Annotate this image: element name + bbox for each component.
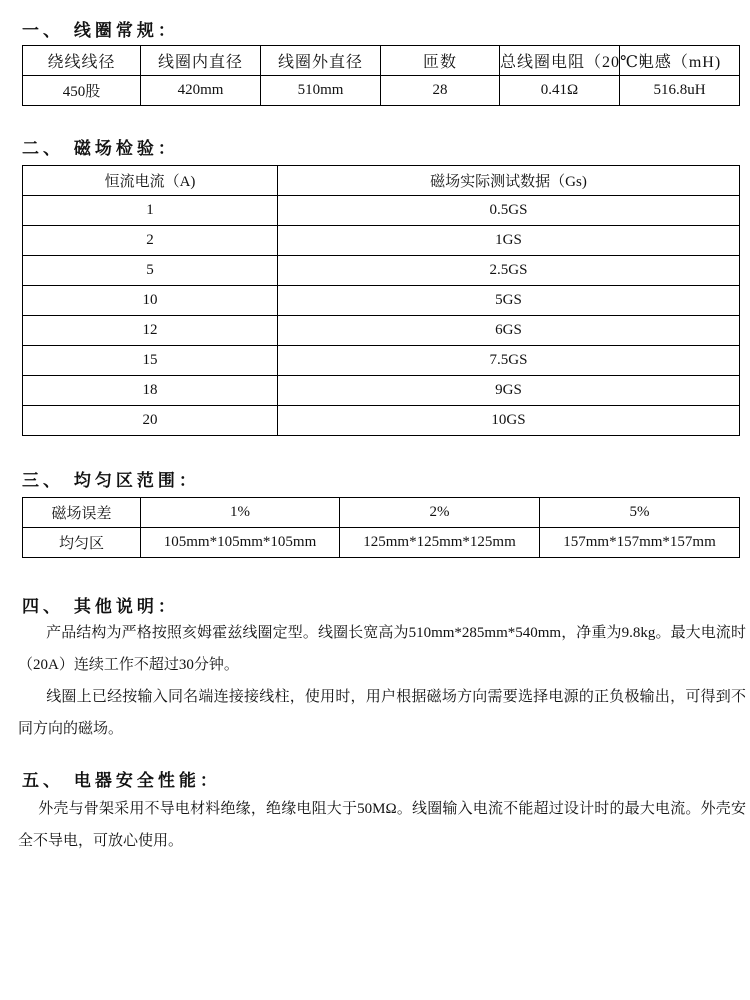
header-cell: 绕线线径: [23, 46, 141, 76]
paragraph-text: 产品结构为严格按照亥姆霍兹线圈定型。线圈长宽高为510mm*285mm*540mm，净重为9.8kg。最大电流时（20A）连续工作不超过30分钟。: [18, 625, 746, 673]
table-cell: 1GS: [278, 226, 740, 256]
table-cell: 510mm: [261, 76, 381, 106]
header-cell: 恒流电流（A): [23, 166, 278, 196]
table-header-row: [23, 498, 740, 528]
table-cell: 15: [23, 346, 278, 376]
table-row: [23, 376, 740, 406]
table-row: [23, 256, 740, 286]
table-cell: 7.5GS: [278, 346, 740, 376]
table-cell: 5GS: [278, 286, 740, 316]
table-cell: 12: [23, 316, 278, 346]
section-1-heading: 一、 线圈常规：: [22, 21, 179, 41]
header-cell: 2%: [340, 498, 540, 528]
section-4-paragraph-1: [18, 617, 746, 681]
table-cell: 28: [381, 76, 500, 106]
table-cell: 0.5GS: [278, 196, 740, 226]
paragraph-text: 外壳与骨架采用不导电材料绝缘，绝缘电阻大于50MΩ。线圈输入电流不能超过设计时的最大电流。外壳安全不导电，可放心使用。: [18, 801, 746, 849]
table-cell: 20: [23, 406, 278, 436]
header-cell: 磁场实际测试数据（Gs): [278, 166, 740, 196]
table-row: [23, 196, 740, 226]
table-cell: 9GS: [278, 376, 740, 406]
coil-spec-table: [22, 45, 740, 106]
table-cell: 516.8uH: [620, 76, 740, 106]
section-5-heading: 五、 电器安全性能：: [22, 771, 221, 791]
table-cell: 125mm*125mm*125mm: [340, 528, 540, 558]
header-cell: 1%: [141, 498, 340, 528]
table-row: [23, 286, 740, 316]
table-row: [23, 528, 740, 558]
uniform-zone-table: [22, 497, 740, 558]
header-cell: 匝数: [381, 46, 500, 76]
header-cell: 5%: [540, 498, 740, 528]
table-cell: 0.41Ω: [500, 76, 620, 106]
table-row: [23, 76, 740, 106]
table-cell: 450股: [23, 76, 141, 106]
header-cell: 线圈外直径: [261, 46, 381, 76]
paragraph-text: 线圈上已经按输入同名端连接接线柱，使用时，用户根据磁场方向需要选择电源的正负极输出，可得到不同方向的磁场。: [18, 689, 746, 737]
section-4-heading: 四、 其他说明：: [22, 597, 179, 617]
table-cell: 2.5GS: [278, 256, 740, 286]
table-cell: 10: [23, 286, 278, 316]
section-3-heading: 三、 均匀区范围：: [22, 471, 200, 491]
table-row: [23, 226, 740, 256]
table-header-row: [23, 46, 740, 76]
table-cell: 2: [23, 226, 278, 256]
section-2-heading: 二、 磁场检验：: [22, 139, 179, 159]
table-cell: 157mm*157mm*157mm: [540, 528, 740, 558]
table-cell: 105mm*105mm*105mm: [141, 528, 340, 558]
table-cell: 420mm: [141, 76, 261, 106]
section-5-paragraph-1: [18, 793, 746, 857]
table-cell: 18: [23, 376, 278, 406]
header-cell: 总线圈电阻（20℃）: [500, 46, 620, 76]
section-4-paragraph-2: [18, 681, 746, 745]
table-row: [23, 346, 740, 376]
header-cell: 磁场误差: [23, 498, 141, 528]
table-cell: 1: [23, 196, 278, 226]
table-row: [23, 316, 740, 346]
table-cell: 10GS: [278, 406, 740, 436]
header-cell: 电感（mH): [620, 46, 740, 76]
table-cell: 5: [23, 256, 278, 286]
header-cell: 线圈内直径: [141, 46, 261, 76]
table-header-row: [23, 166, 740, 196]
table-cell: 6GS: [278, 316, 740, 346]
table-row: [23, 406, 740, 436]
table-cell: 均匀区: [23, 528, 141, 558]
magnetic-field-table: [22, 165, 740, 436]
